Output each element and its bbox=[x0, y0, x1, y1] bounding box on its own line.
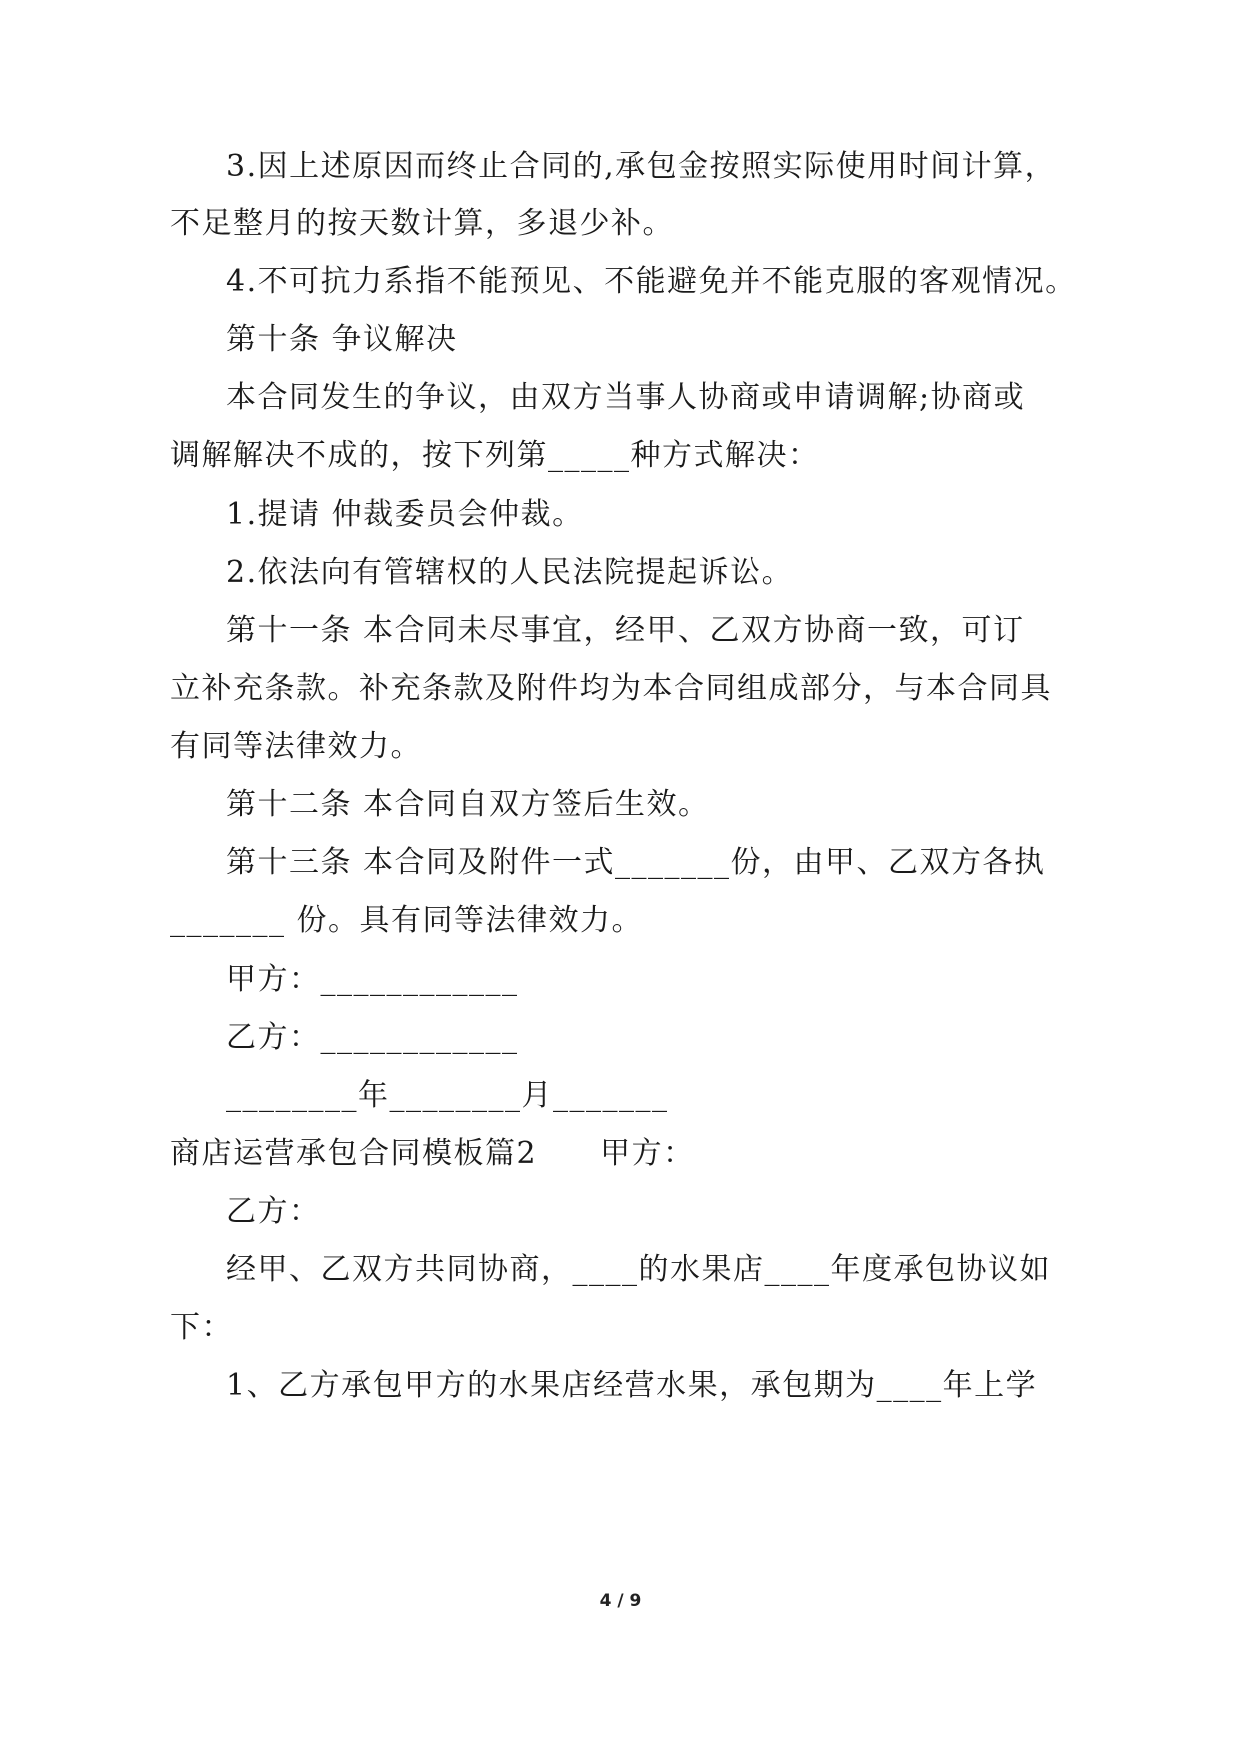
text-line: 1、乙方承包甲方的水果店经营水果，承包期为____年上学 bbox=[226, 1368, 1038, 1403]
text-line: 4.不可抗力系指不能预见、不能避免并不能克服的客观情况。 bbox=[226, 264, 1077, 299]
text-line: 不足整月的按天数计算，多退少补。 bbox=[170, 206, 674, 241]
text-line: 本合同发生的争议，由双方当事人协商或申请调解;协商或 bbox=[226, 380, 1026, 415]
text-line: _______ 份。具有同等法律效力。 bbox=[170, 903, 644, 938]
section-heading: 第十三条 本合同及附件一式_______份，由甲、乙双方各执 bbox=[226, 845, 1046, 880]
text-line: 乙方： bbox=[226, 1194, 321, 1229]
text-line: 立补充条款。补充条款及附件均为本合同组成部分，与本合同具 bbox=[170, 671, 1052, 706]
section-heading: 第十一条 本合同未尽事宜，经甲、乙双方协商一致，可订 bbox=[226, 613, 1025, 648]
text-line: 3.因上述原因而终止合同的,承包金按照实际使用时间计算， bbox=[226, 149, 1057, 184]
text-line: 经甲、乙双方共同协商，____的水果店____年度承包协议如 bbox=[226, 1252, 1051, 1287]
page-number: 4 / 9 bbox=[599, 1591, 642, 1611]
section-heading: 第十二条 本合同自双方签后生效。 bbox=[226, 787, 710, 822]
signature-date: ________年________月_______ bbox=[226, 1078, 669, 1113]
section-heading: 第十条 争议解决 bbox=[226, 322, 458, 357]
text-line: 2.依法向有管辖权的人民法院提起诉讼。 bbox=[226, 555, 794, 590]
contract-title: 商店运营承包合同模板篇2 甲方： bbox=[170, 1136, 695, 1171]
signature-party-a: 甲方：____________ bbox=[226, 962, 519, 997]
text-line: 有同等法律效力。 bbox=[170, 729, 422, 764]
text-line: 下： bbox=[170, 1310, 233, 1345]
signature-party-b: 乙方：____________ bbox=[226, 1020, 519, 1055]
text-line: 调解解决不成的，按下列第_____种方式解决： bbox=[170, 438, 820, 473]
text-line: 1.提请 仲裁委员会仲裁。 bbox=[226, 497, 584, 532]
